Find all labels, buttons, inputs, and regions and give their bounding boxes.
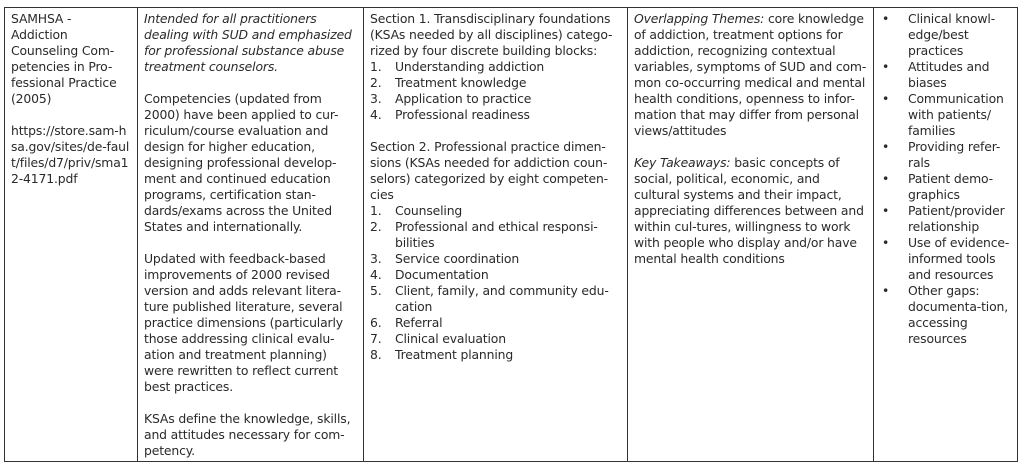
bullet-icon: • — [882, 11, 890, 26]
description-paragraph-2: Updated with feedback-based improvements of 2000 revised version and adds relevant litera-ture published literature, several practice dimensions (particularly those addressing clinical evalu-ation and treatment planning) were rewritten to reflect current best practices. — [144, 251, 343, 394]
list-item: 6. Referral — [370, 315, 443, 330]
list-item: 2. Treatment knowledge — [370, 75, 527, 90]
list-item: • Patient/provider relationship — [882, 203, 1005, 234]
source-url[interactable]: https://store.sam-hsa.gov/sites/de-fault/files/d7/priv/sma12-4171.pdf — [11, 123, 130, 186]
list-item: 7. Clinical evaluation — [370, 331, 506, 346]
key-takeaways — [634, 155, 867, 267]
list-item: 3. Service coordination — [370, 251, 520, 266]
themes-cell — [628, 8, 874, 462]
list-item: • Use of evidence-informed tools and resources — [882, 235, 1010, 282]
list-item: 5. Client, family, and community edu-cation — [370, 283, 609, 314]
key-takeaways-text: basic concepts of social, political, economic, and cultural systems and their impact, appreciating differences between and within cul-tures, willingness to work with people who display and/or have mental health conditions — [634, 155, 864, 266]
list-item: 3. Application to practice — [370, 91, 532, 106]
source-cell — [5, 8, 138, 462]
gaps-list — [880, 11, 1011, 347]
overlapping-themes-text: core knowledge of addiction, treatment options for addiction, recognizing contextual variables, symptoms of SUD and com-mon co-occurring medical and mental health conditions, openness to infor-mation that may differ from personal views/attitudes — [634, 11, 867, 138]
description-cell — [138, 8, 364, 462]
list-item: 2. Professional and ethical responsi-bilities — [370, 219, 598, 250]
bullet-icon: • — [882, 59, 890, 74]
list-item: • Other gaps: documenta-tion, accessing resources — [882, 283, 1009, 346]
bullet-icon: • — [882, 203, 890, 218]
list-item: • Patient demo-graphics — [882, 171, 993, 202]
list-item: 4. Professional readiness — [370, 107, 530, 122]
list-item: 1. Understanding addiction — [370, 59, 545, 74]
list-item: • Attitudes and biases — [882, 59, 990, 90]
list-item: • Providing refer-rals — [882, 139, 1001, 170]
list-item: • Communication with patients/ families — [882, 91, 1004, 138]
description-paragraph-1: Competencies (updated from 2000) have been applied to cur-riculum/course evaluation and design for higher education, designing professional develop-ment and continued education programs, certification stan-dards/exams across the United States and internationally. — [144, 91, 339, 234]
section1-list — [370, 59, 621, 123]
audience-note: Intended for all practitioners dealing with SUD and emphasized for professional substance abuse treatment counselors. — [144, 11, 352, 74]
list-item: 8. Treatment planning — [370, 347, 514, 362]
section1-intro: Section 1. Transdisciplinary foundations (KSAs needed by all disciplines) catego-rized by four discrete building blocks: — [370, 11, 613, 58]
section2-intro: Section 2. Professional practice dimen-sions (KSAs needed for addiction coun-selors) categorized by eight competen-cies — [370, 139, 608, 202]
table-row — [5, 8, 1018, 462]
description-paragraph-3: KSAs define the knowledge, skills, and attitudes necessary for com-petency. — [144, 411, 351, 458]
key-takeaways-label: Key Takeaways: — [634, 155, 731, 170]
source-title: SAMHSA - Addiction Counseling Com-petencies in Pro-fessional Practice (2005) — [11, 11, 117, 106]
bullet-icon: • — [882, 283, 890, 298]
list-item: • Clinical knowl-edge/best practices — [882, 11, 996, 58]
bullet-icon: • — [882, 139, 890, 154]
gaps-cell — [874, 8, 1018, 462]
overlapping-themes-label: Overlapping Themes: — [634, 11, 765, 26]
competency-table — [4, 7, 1018, 462]
section2-list — [370, 203, 621, 363]
structure-cell — [364, 8, 628, 462]
list-item: 4. Documentation — [370, 267, 489, 282]
bullet-icon: • — [882, 91, 890, 106]
overlapping-themes — [634, 11, 867, 139]
list-item: 1. Counseling — [370, 203, 463, 218]
bullet-icon: • — [882, 235, 890, 250]
bullet-icon: • — [882, 171, 890, 186]
